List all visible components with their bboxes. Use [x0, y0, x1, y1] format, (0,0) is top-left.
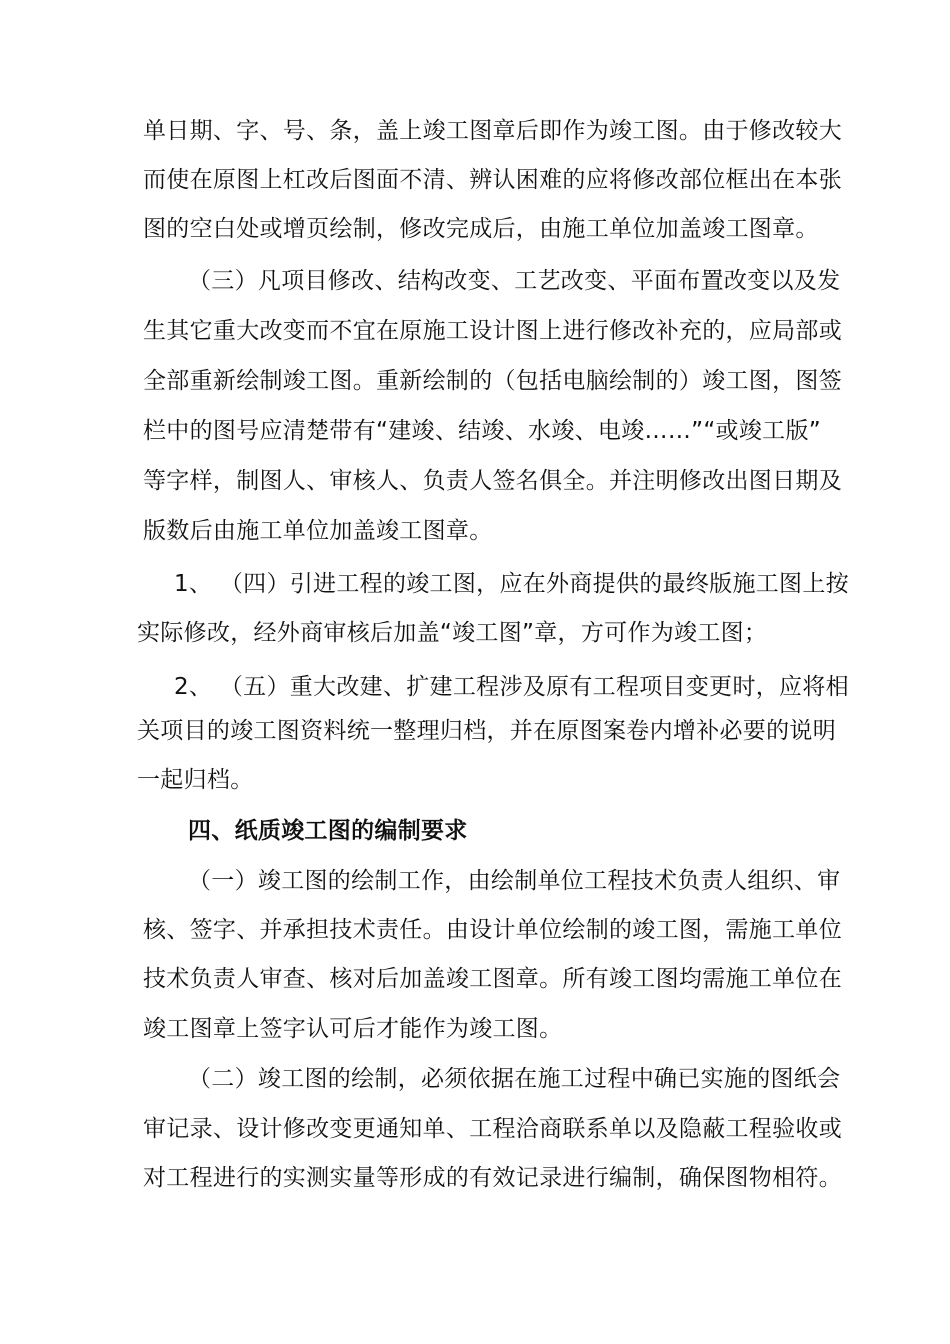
numbered-item-line: 实际修改，经外商审核后加盖“竣工图”章，方可作为竣工图；: [137, 620, 768, 646]
numbered-item-line: 关项目的竣工图资料统一整理归档，并在原图案卷内增补必要的说明: [137, 718, 836, 744]
paragraph-line: （二）竣工图的绘制，必须依据在施工过程中确已实施的图纸会: [188, 1066, 841, 1092]
paragraph-line: （三）凡项目修改、结构改变、工艺改变、平面布置改变以及发: [188, 268, 841, 294]
paragraph-line: 图的空白处或增页绘制，修改完成后，由施工单位加盖竣工图章。: [143, 216, 819, 242]
paragraph-line: 全部重新绘制竣工图。重新绘制的（包括电脑绘制的）竣工图，图签: [143, 368, 842, 394]
paragraph-line: 等字样，制图人、审核人、负责人签名俱全。并注明修改出图日期及: [143, 468, 842, 494]
paragraph-line: 审记录、设计修改变更通知单、工程洽商联系单以及隐蔽工程验收或: [143, 1116, 842, 1142]
section-heading: 四、纸质竣工图的编制要求: [188, 818, 468, 844]
paragraph-line: 版数后由施工单位加盖竣工图章。: [143, 518, 493, 544]
paragraph-line: 技术负责人审查、核对后加盖竣工图章。所有竣工图均需施工单位在: [143, 966, 842, 992]
numbered-item-line: 1、 （四）引进工程的竣工图，应在外商提供的最终版施工图上按: [174, 571, 849, 597]
numbered-item-line: 一起归档。: [137, 767, 254, 793]
paragraph-line: 生其它重大改变而不宜在原施工设计图上进行修改补充的，应局部或: [143, 318, 842, 344]
paragraph-line: 栏中的图号应清楚带有“建竣、结竣、水竣、电竣……”“或竣工版”: [143, 418, 821, 444]
paragraph-line: 而使在原图上杠改后图面不清、辨认困难的应将修改部位框出在本张: [143, 167, 842, 193]
paragraph-line: 竣工图章上签字认可后才能作为竣工图。: [143, 1016, 563, 1042]
numbered-item-line: 2、 （五）重大改建、扩建工程涉及原有工程项目变更时，应将相: [174, 674, 849, 700]
paragraph-line: 单日期、字、号、条，盖上竣工图章后即作为竣工图。由于修改较大: [143, 118, 842, 144]
paragraph-line: （一）竣工图的绘制工作，由绘制单位工程技术负责人组织、审: [188, 868, 841, 894]
paragraph-line: 对工程进行的实测实量等形成的有效记录进行编制，确保图物相符。: [143, 1165, 842, 1191]
paragraph-line: 核、签字、并承担技术责任。由设计单位绘制的竣工图，需施工单位: [143, 917, 842, 943]
